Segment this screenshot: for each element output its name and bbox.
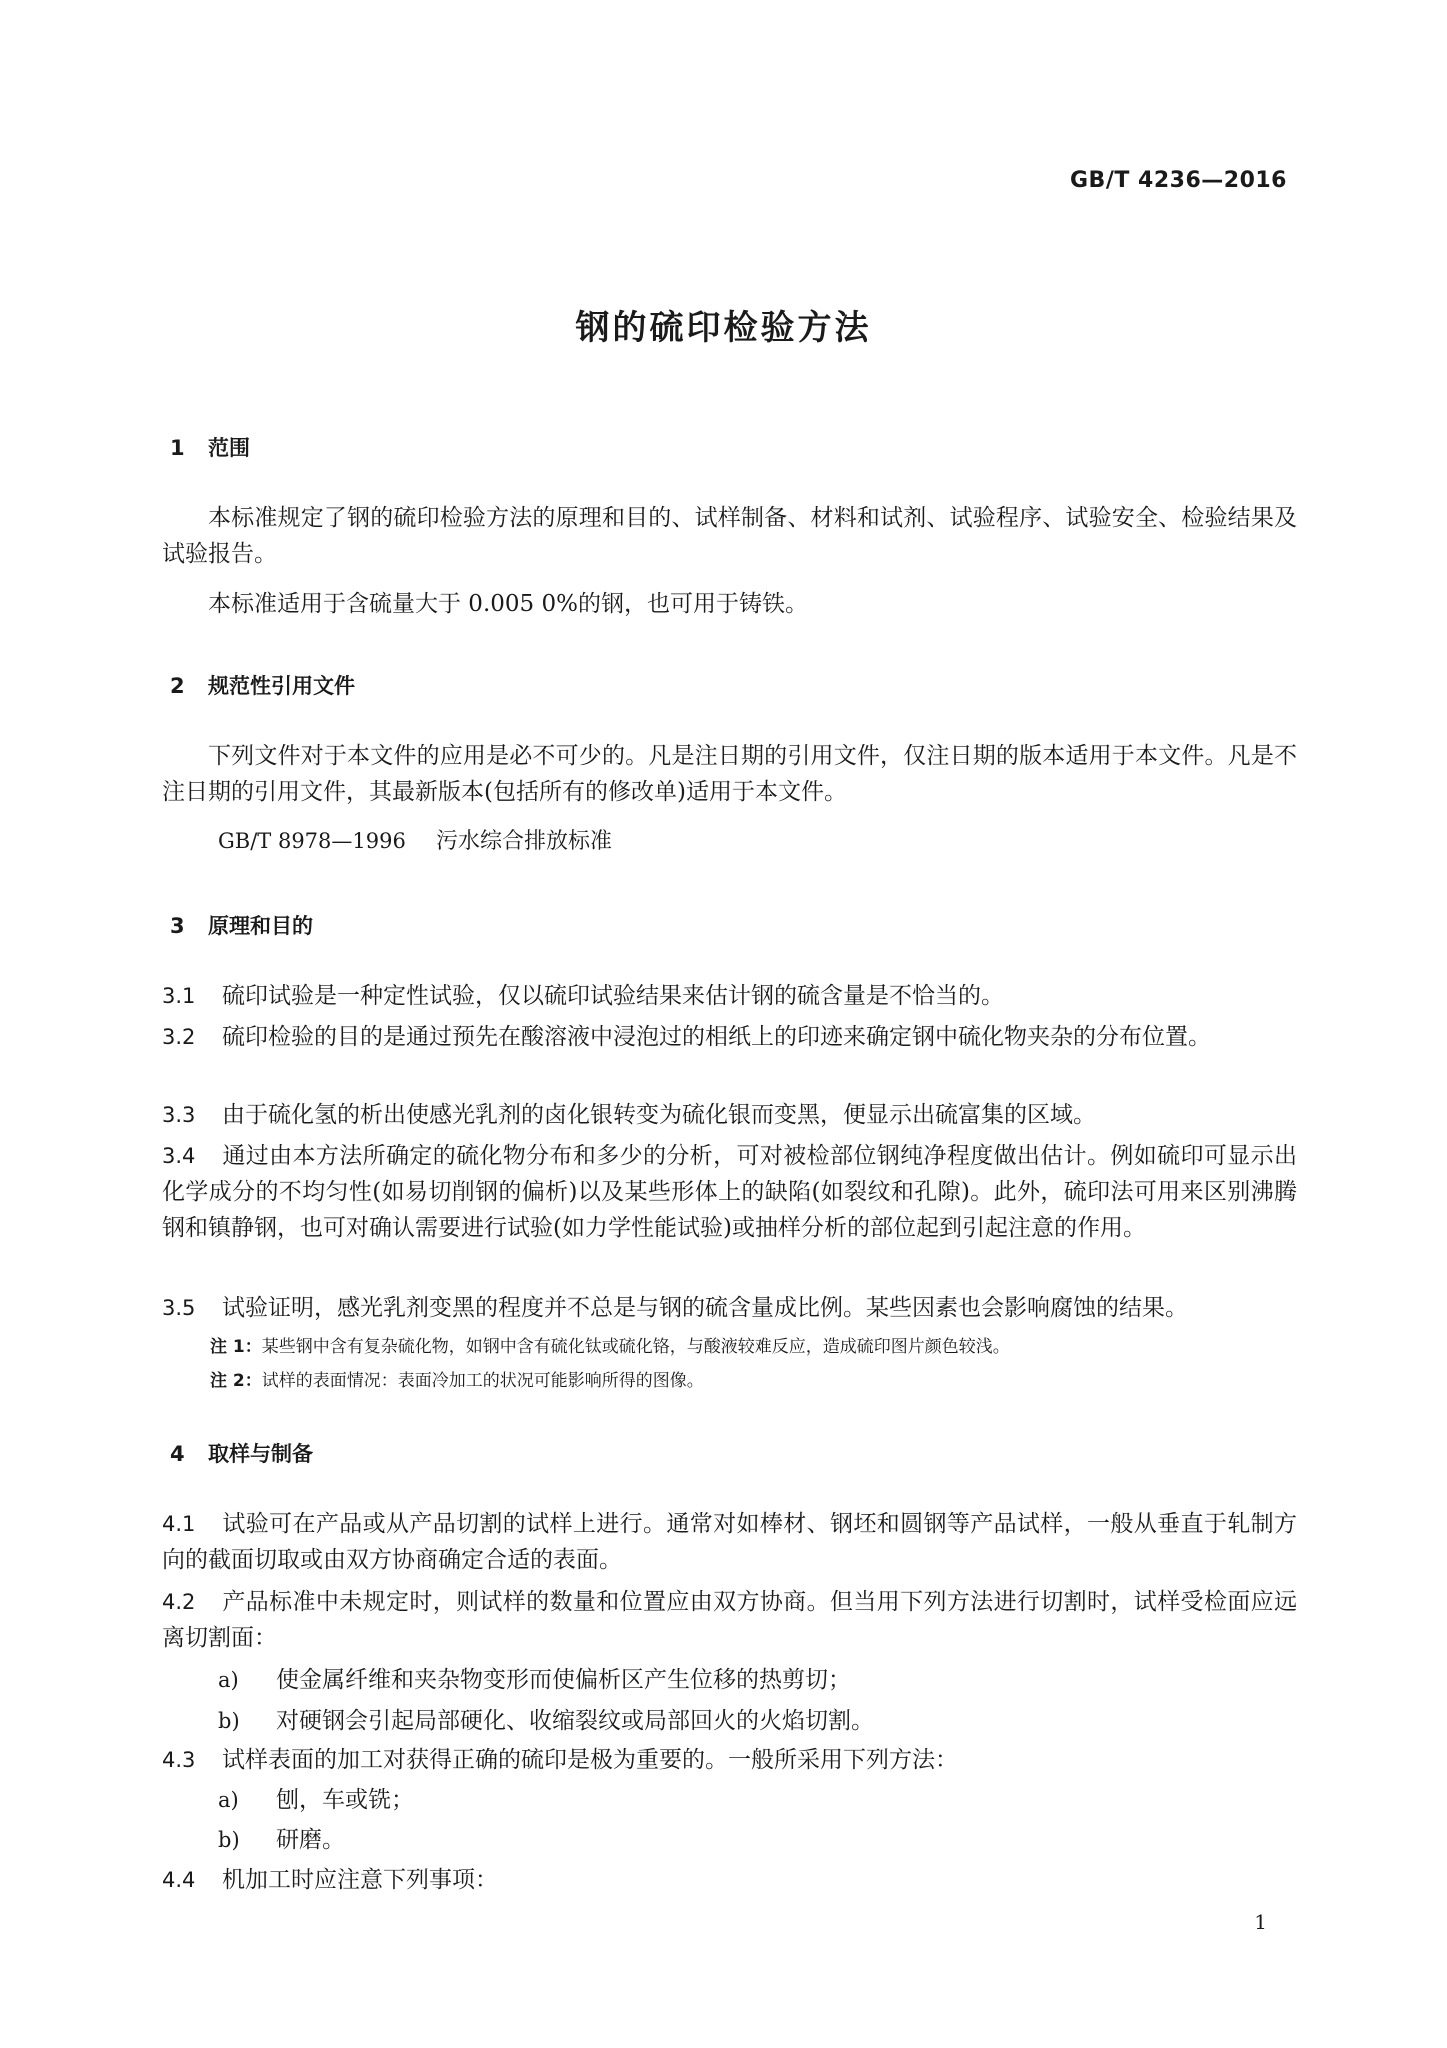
normative-reference xyxy=(218,824,612,855)
section-4-heading xyxy=(170,1438,313,1468)
section-2-paragraph-1: 下列文件对于本文件的应用是必不可少的。凡是注日期的引用文件，仅注日期的版本适用于本文件。凡是不注日期的引用文件，其最新版本(包括所有的修改单)适用于本文件。 xyxy=(162,743,1297,805)
clause-number: 3.2 xyxy=(162,1025,196,1049)
note-label: 注 2： xyxy=(210,1371,262,1391)
note-label: 注 1： xyxy=(210,1337,262,1357)
list-item xyxy=(218,1822,345,1858)
clause-4-3 xyxy=(162,1742,1297,1778)
section-title: 规范性引用文件 xyxy=(208,674,355,698)
list-text: 对硬钢会引起局部硬化、收缩裂纹或局部回火的火焰切割。 xyxy=(276,1708,874,1734)
section-1-paragraph-1: 本标准规定了钢的硫印检验方法的原理和目的、试样制备、材料和试剂、试验程序、试验安全、检验结果及试验报告。 xyxy=(162,505,1297,567)
clause-3-4 xyxy=(162,1138,1297,1246)
clause-number: 4.1 xyxy=(162,1512,196,1536)
clause-text: 由于硫化氢的析出使感光乳剂的卤化银转变为硫化银而变黑，便显示出硫富集的区域。 xyxy=(222,1102,1096,1128)
list-text: 研磨。 xyxy=(276,1827,345,1853)
section-title: 范围 xyxy=(208,436,250,460)
document-title: 钢的硫印检验方法 xyxy=(575,308,872,348)
section-1-heading xyxy=(170,432,250,462)
clause-text: 硫印试验是一种定性试验，仅以硫印试验结果来估计钢的硫含量是不恰当的。 xyxy=(222,983,1004,1009)
page-number: 1 xyxy=(1254,1910,1267,1934)
list-marker: a) xyxy=(218,1668,239,1692)
clause-3-3 xyxy=(162,1097,1297,1133)
section-number: 2 xyxy=(170,674,185,698)
section-number: 4 xyxy=(170,1442,185,1466)
clause-3-1 xyxy=(162,978,1297,1014)
list-item xyxy=(218,1703,874,1739)
clause-4-2 xyxy=(162,1584,1297,1656)
note-2 xyxy=(210,1368,704,1394)
clause-number: 4.4 xyxy=(162,1868,196,1892)
clause-3-5 xyxy=(162,1290,1297,1326)
section-1-paragraph-2: 本标准适用于含硫量大于 0.005 0%的钢，也可用于铸铁。 xyxy=(208,591,808,617)
clause-number: 4.2 xyxy=(162,1590,196,1614)
section-number: 1 xyxy=(170,436,185,460)
list-text: 刨，车或铣； xyxy=(276,1787,414,1813)
clause-text: 机加工时应注意下列事项： xyxy=(222,1867,498,1893)
list-item xyxy=(218,1782,414,1818)
section-title: 原理和目的 xyxy=(208,914,313,938)
clause-text: 产品标准中未规定时，则试样的数量和位置应由双方协商。但当用下列方法进行切割时，试样受检面应远离切割面： xyxy=(162,1589,1297,1651)
list-marker: b) xyxy=(218,1828,240,1852)
list-item xyxy=(218,1662,851,1698)
clause-number: 3.4 xyxy=(162,1144,196,1168)
clause-text: 试验可在产品或从产品切割的试样上进行。通常对如棒材、钢坯和圆钢等产品试样，一般从垂直于轧制方向的截面切取或由双方协商确定合适的表面。 xyxy=(162,1511,1297,1573)
clause-3-2 xyxy=(162,1019,1297,1055)
clause-number: 4.3 xyxy=(162,1748,196,1772)
section-number: 3 xyxy=(170,914,185,938)
reference-title: 污水综合排放标准 xyxy=(436,829,613,854)
clause-4-1 xyxy=(162,1506,1297,1578)
clause-number: 3.1 xyxy=(162,984,196,1008)
note-text: 试样的表面情况：表面冷加工的状况可能影响所得的图像。 xyxy=(261,1371,704,1391)
clause-text: 试样表面的加工对获得正确的硫印是极为重要的。一般所采用下列方法： xyxy=(222,1747,958,1773)
clause-text: 硫印检验的目的是通过预先在酸溶液中浸泡过的相纸上的印迹来确定钢中硫化物夹杂的分布位置。 xyxy=(222,1024,1211,1050)
section-2-heading xyxy=(170,670,355,700)
reference-code: GB/T 8978—1996 xyxy=(218,829,406,853)
clause-number: 3.3 xyxy=(162,1103,196,1127)
list-marker: b) xyxy=(218,1709,240,1733)
list-marker: a) xyxy=(218,1788,239,1812)
list-text: 使金属纤维和夹杂物变形而使偏析区产生位移的热剪切； xyxy=(276,1667,851,1693)
clause-text: 通过由本方法所确定的硫化物分布和多少的分析，可对被检部位钢纯净程度做出估计。例如硫印可显示出化学成分的不均匀性(如易切削钢的偏析)以及某些形体上的缺陷(如裂纹和孔隙)。此外，硫印法可用来区别沸腾钢和镇静钢，也可对确认需要进行试验(如力学性能试验)或抽样分析的部位起到引起注意的作用。 xyxy=(162,1143,1297,1241)
section-title: 取样与制备 xyxy=(208,1442,313,1466)
standard-code: GB/T 4236—2016 xyxy=(1070,168,1287,193)
clause-number: 3.5 xyxy=(162,1296,196,1320)
note-1 xyxy=(210,1334,1010,1360)
section-3-heading xyxy=(170,910,313,940)
clause-4-4 xyxy=(162,1862,1297,1898)
note-text: 某些钢中含有复杂硫化物，如钢中含有硫化钛或硫化铬，与酸液较难反应，造成硫印图片颜色较浅。 xyxy=(261,1337,1010,1357)
clause-text: 试验证明，感光乳剂变黑的程度并不总是与钢的硫含量成比例。某些因素也会影响腐蚀的结果。 xyxy=(222,1295,1188,1321)
